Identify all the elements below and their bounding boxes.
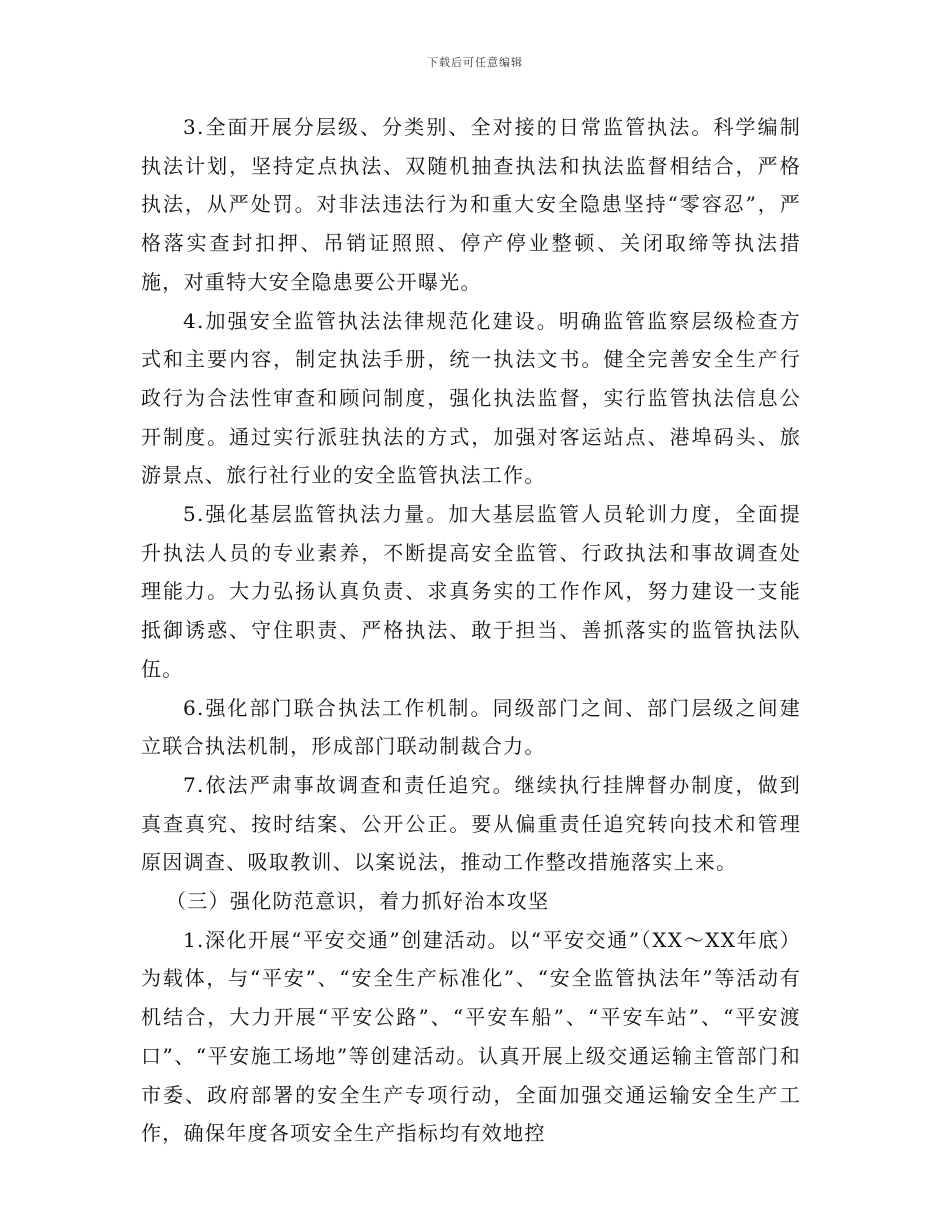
- paragraph-item-3: 3.全面开展分层级、分类别、全对接的日常监管执法。科学编制执法计划，坚持定点执法、双随机抽查执法和执法监督相结合，严格执法，从严处罚。对非法违法行为和重大安全隐患坚持“零容忍”，严格落实查封扣押、吊销证照照、停产停业整顿、关闭取缔等执法措施，对重特大安全隐患要公开曝光。: [141, 115, 801, 294]
- paragraph-item-5: 5.强化基层监管执法力量。加大基层监管人员轮训力度，全面提升执法人员的专业素养，不断提高安全监管、行政执法和事故调查处理能力。大力弘扬认真负责、求真务实的工作作风，努力建设一支能抵御诱惑、守住职责、严格执法、敢于担当、善抓落实的监管执法队伍。: [141, 502, 801, 681]
- paragraph-item-7: 7.依法严肃事故调查和责任追究。继续执行挂牌督办制度，做到真查真究、按时结案、公开公正。要从偏重责任追究转向技术和管理原因调查、吸取教训、以案说法，推动工作整改措施落实上来。: [141, 772, 801, 875]
- paragraph-item-1: 1.深化开展“平安交通”创建活动。以“平安交通”（XX～XX年底）为载体，与“平安”、“安全生产标准化”、“安全监管执法年”等活动有机结合，大力开展“平安公路”、“平安车船”、“平安车站”、“平安渡口”、“平安施工场地”等创建活动。认真开展上级交通运输主管部门和市委、政府部署的安全生产专项行动，全面加强交通运输安全生产工作，确保年度各项安全生产指标均有效地控: [141, 927, 801, 1146]
- paragraph-item-6: 6.强化部门联合执法工作机制。同级部门之间、部门层级之间建立联合执法机制，形成部门联动制裁合力。: [141, 695, 801, 759]
- document-body: [141, 108, 801, 1153]
- paragraph-item-4: 4.加强安全监管执法法律规范化建设。明确监管监察层级检查方式和主要内容，制定执法手册，统一执法文书。健全完善安全生产行政行为合法性审查和顾问制度，强化执法监督，实行监管执法信息公开制度。通过实行派驻执法的方式，加强对客运站点、港埠码头、旅游景点、旅行社行业的安全监管执法工作。: [141, 308, 801, 488]
- section-heading: （三）强化防范意识，着力抓好治本攻坚: [166, 889, 550, 914]
- page-header: 下载后可任意编辑: [427, 56, 523, 69]
